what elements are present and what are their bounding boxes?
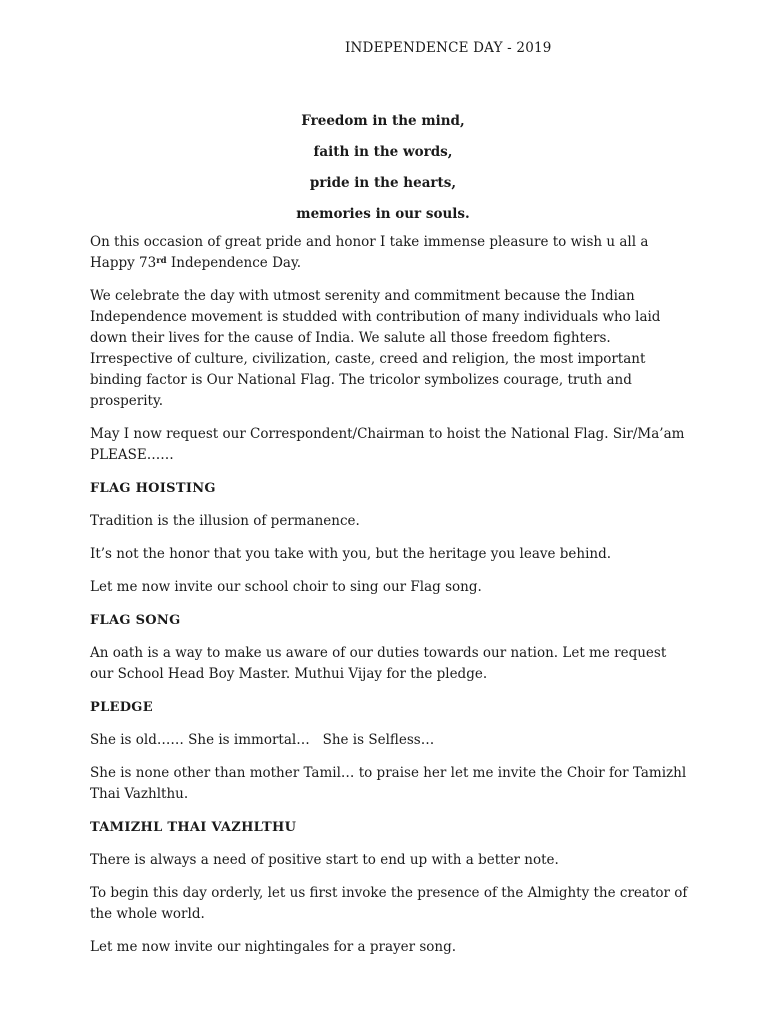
document-body: [90, 232, 690, 970]
intro-paragraph: [90, 232, 690, 274]
request-hoist-paragraph: May I now request our Correspondent/Chairman to hoist the National Flag. Sir/Ma’am PLEASE……: [90, 426, 685, 463]
oath-paragraph: An oath is a way to make us aware of our duties towards our nation. Let me request our School Head Boy Master. Muthui Vijay for the pledge.: [90, 645, 667, 682]
tamizhl-thai-vazhlthu-heading: TAMIZHL THAI VAZHLTHU: [90, 820, 297, 835]
celebrate-paragraph: We celebrate the day with utmost serenity and commitment because the Indian Independence movement is studded with contribution of many individuals who laid down their lives for the cause of India. We salute all those freedom fighters. Irrespective of culture, civilization, caste, creed and religion, the most important binding factor is Our National Flag. The tricolor symbolizes courage, truth and prosperity.: [90, 288, 661, 409]
document-title: INDEPENDENCE DAY - 2019: [345, 40, 552, 56]
flag-song-heading: FLAG SONG: [90, 613, 181, 628]
heritage-paragraph: It’s not the honor that you take with you, but the heritage you leave behind.: [90, 546, 612, 562]
mother-tamil-paragraph: She is none other than mother Tamil… to praise her let me invite the Choir for Tamizhl Thai Vazhlthu.: [90, 765, 687, 802]
positive-start-paragraph: There is always a need of positive start to end up with a better note.: [90, 852, 559, 868]
poem-line: pride in the hearts,: [309, 175, 457, 191]
poem-line: faith in the words,: [313, 144, 453, 160]
begin-day-paragraph: To begin this day orderly, let us first invoke the presence of the Almighty the creator of the whole world.: [90, 885, 688, 922]
intro-text-end: Independence Day.: [166, 255, 302, 271]
tradition-paragraph: Tradition is the illusion of permanence.: [90, 513, 360, 529]
invite-choir-paragraph: Let me now invite our school choir to sing our Flag song.: [90, 579, 482, 595]
poem-line: memories in our souls.: [296, 206, 470, 222]
pledge-heading: PLEDGE: [90, 700, 153, 715]
ordinal-suffix: rd: [156, 256, 167, 266]
she-is-old-paragraph: She is old…… She is immortal… She is Selfless…: [90, 732, 435, 748]
flag-hoisting-heading: FLAG HOISTING: [90, 481, 216, 496]
poem-line: Freedom in the mind,: [301, 113, 465, 129]
intro-text: On this occasion of great pride and honor I take immense pleasure to wish u all a Happy 73: [90, 234, 649, 271]
nightingales-paragraph: Let me now invite our nightingales for a prayer song.: [90, 939, 457, 955]
poem-block: [0, 106, 768, 230]
